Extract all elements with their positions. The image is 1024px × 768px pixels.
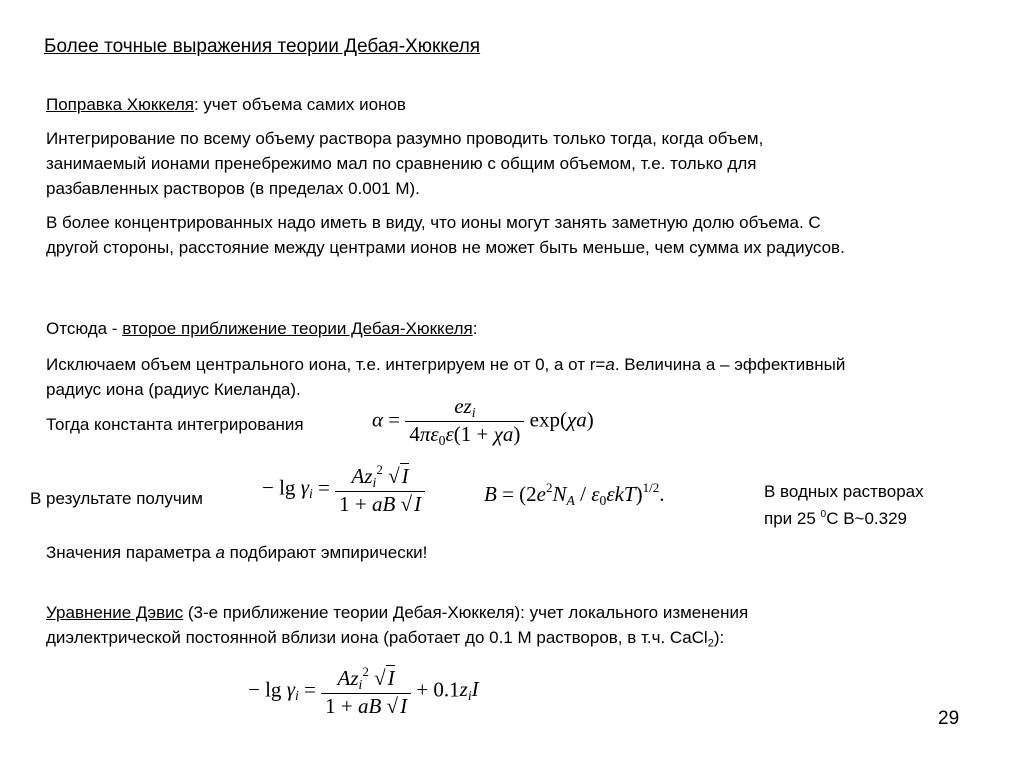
davis-label: Уравнение Дэвис: [46, 603, 184, 622]
second-suffix: :: [472, 319, 478, 338]
paragraph-concentrated: [46, 210, 845, 260]
paragraph-line: В более концентрированных надо иметь в виду, что ионы могут занять заметную долю объема. С: [46, 213, 821, 232]
page-title: Более точные выражения теории Дебая-Хюккеля: [44, 36, 481, 57]
second-approx-heading: [46, 316, 477, 341]
paragraph-line: Интегрирование по всему объему раствора разумно проводить только тогда, когда объем,: [46, 129, 764, 148]
huckel-label: Поправка Хюккеля: [46, 95, 194, 114]
paragraph-line: диэлектрической постоянной вблизи иона (работает до 0.1 М растворов, в т.ч. CaCl$_2$):: [46, 628, 725, 650]
var-a: a: [605, 355, 615, 374]
water-line-1: В водных растворах: [764, 482, 924, 501]
paragraph-integration: [46, 126, 763, 201]
paragraph-line: радиус иона (радиус Киеланда).: [46, 380, 301, 399]
page-number: 29: [938, 708, 960, 729]
formula-lg-gamma: − $\lg \gamma_i$ = $\frac{Az_i^2 √I}{1 + aB √I}$: [262, 462, 425, 517]
paragraph-line: Исключаем объем центрального иона, т.е. интегрируем не от 0, а от r=a. Величина а – эффективный: [46, 355, 846, 374]
result-label: В результате получим: [30, 489, 203, 508]
paragraph-line: разбавленных растворов (в пределах 0.001 М).: [46, 179, 420, 198]
davis-paragraph: [46, 600, 748, 656]
formula-b: $B = (2e^2N_A / \varepsilon_0\varepsilon kT)^{1/2}$.: [484, 480, 665, 509]
paragraph-line: другой стороны, расстояние между центрами ионов не может быть меньше, чем сумма их радиусов.: [46, 238, 845, 257]
paragraph-line: Уравнение Дэвис (3-е приближение теории Дебая-Хюккеля): учет локального изменения: [46, 603, 749, 622]
second-link: второе приближение теории Дебая-Хюккеля: [122, 319, 473, 338]
huckel-rest: : учет объема самих ионов: [193, 95, 406, 114]
water-line-2: при 25 $^0$С B~0.329: [764, 509, 907, 529]
huckel-heading: [46, 92, 406, 117]
second-prefix: Отсюда -: [46, 319, 123, 338]
formula-alpha: α = $\frac{ez_i}{4\pi\varepsilon_0\varepsilon(1 + \chi a)}$ exp(χa): [372, 394, 594, 449]
paragraph-line: занимаемый ионами пренебрежимо мал по сравнению с общим объемом, т.е. только для: [46, 154, 757, 173]
const-label: Тогда константа интегрирования: [46, 415, 304, 434]
var-a: a: [215, 543, 225, 562]
formula-davis: − $\lg \gamma_i$ = $\frac{Az_i^2 √I}{1 + aB √I}$ + $0.1z_iI$: [248, 664, 479, 719]
water-note: [764, 480, 924, 530]
param-note: Значения параметра a подбирают эмпирически!: [46, 543, 428, 562]
